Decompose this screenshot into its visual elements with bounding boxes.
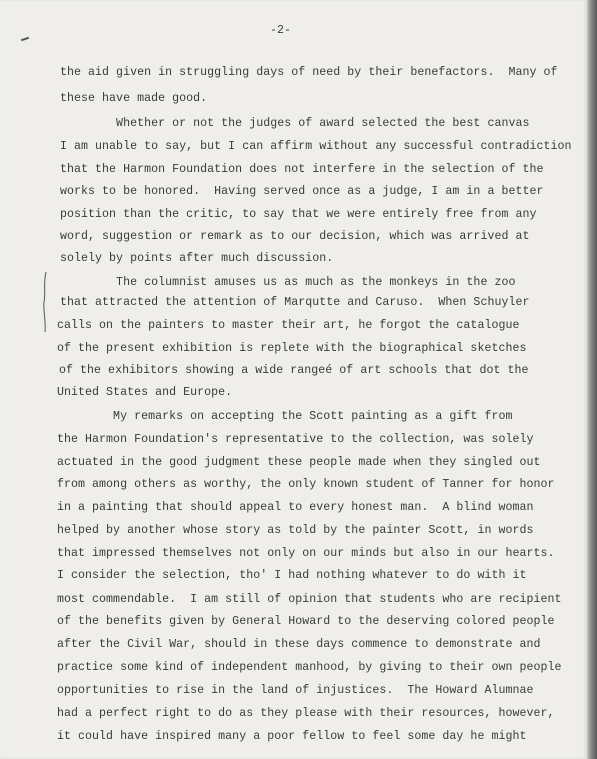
text-line: I am unable to say, but I can affirm without any successful contradiction (60, 140, 572, 153)
text-line: from among others as worthy, the only known student of Tanner for honor (57, 478, 555, 491)
text-line: in a painting that should appeal to every honest man. A blind woman (57, 501, 534, 514)
text-line: The columnist amuses us as much as the monkeys in the zoo (60, 276, 516, 289)
text-line: most commendable. I am still of opinion that students who are recipient (57, 593, 562, 606)
page-edge-shadow (587, 0, 597, 759)
text-line: it could have inspired many a poor fellow to feel some day he might (57, 730, 527, 743)
text-line: solely by points after much discussion. (60, 252, 334, 265)
text-line: after the Civil War, should in these days commence to demonstrate and (57, 638, 541, 651)
text-line: that attracted the attention of Marqutte and Caruso. When Schuyler (60, 296, 530, 309)
text-line: that the Harmon Foundation does not interfere in the selection of the (60, 163, 544, 176)
margin-bracket-mark (43, 272, 47, 332)
text-line: these have made good. (60, 92, 208, 105)
text-line: actuated in the good judgment these people made when they singled out (57, 456, 541, 469)
text-line: of the benefits given by General Howard to the deserving colored people (57, 615, 555, 628)
text-line: I consider the selection, tho' I had nothing whatever to do with it (57, 569, 527, 582)
text-line: My remarks on accepting the Scott painting as a gift from (57, 410, 513, 423)
text-line: the Harmon Foundation's representative to the collection, was solely (57, 433, 534, 446)
text-line: works to be honored. Having served once as a judge, I am in a better (60, 185, 544, 198)
text-line: Whether or not the judges of award selected the best canvas (60, 117, 530, 130)
text-line: word, suggestion or remark as to our decision, which was arrived at (60, 230, 530, 243)
text-line: United States and Europe. (57, 386, 233, 399)
text-line: practice some kind of independent manhood, by giving to their own people (57, 661, 562, 674)
text-line: opportunities to rise in the land of injustices. The Howard Alumnae (57, 684, 534, 697)
page-number: -2- (270, 24, 292, 37)
text-line: helped by another whose story as told by the painter Scott, in words (57, 524, 534, 537)
text-line: had a perfect right to do as they please with their resources, however, (57, 707, 555, 720)
text-line: position than the critic, to say that we were entirely free from any (60, 208, 537, 221)
text-line: of the exhibitors showing a wide rangeé of art schools that dot the (52, 364, 529, 377)
text-line: that impressed themselves not only on our minds but also in our hearts. (57, 547, 555, 560)
text-line: the aid given in struggling days of need by their benefactors. Many of (60, 66, 558, 79)
text-line: calls on the painters to master their art, he forgot the catalogue (57, 319, 520, 332)
text-line: of the present exhibition is replete with the biographical sketches (57, 342, 527, 355)
